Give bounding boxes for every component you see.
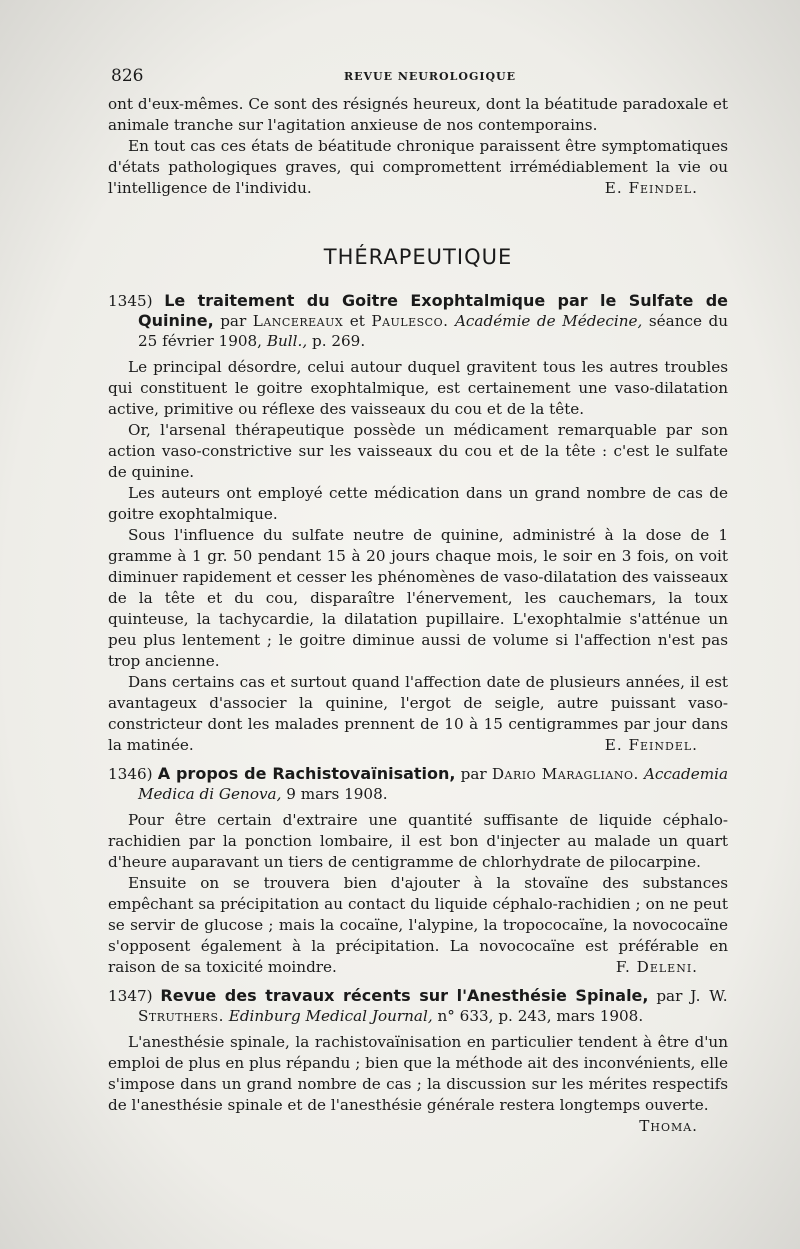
article-1347-paragraph-1: L'anesthésie spinale, la rachistovaïnisation en particulier tendent à être d'un emploi de plus en plus répandu ; bien que la méthode ait des inconvénients, elle s'impose dans un grand nombre de cas ; la discussion sur les mérites respectifs de l'anesthésie spinale et de l'anesthésie générale restera longtemps ouverte. Thoma. (108, 1033, 728, 1135)
article-1345-heading: 1345) Le traitement du Goitre Exophtalmique par le Sulfate de Quinine, par Lancereaux et Paulesco. Académie de Médecine, séance du 25 février 1908, Bull., p. 269. (108, 291, 729, 350)
article-source: Accademia Medica di Genova, (138, 765, 729, 803)
article-1346-heading: 1346) A propos de Rachistovaïnisation, par Dario Maragliano. Accademia Medica di Genova, 9 mars 1908. (108, 764, 729, 803)
article-1345-paragraph-4: Sous l'influence du sulfate neutre de quinine, administré à la dose de 1 gramme à 1 gr. 50 pendant 15 à 20 jours chaque mois, le soir en 3 fois, on voit diminuer rapidement et cesser les phénomènes de vaso-dilatation des vaisseaux de la tête et du cou, disparaître l'énervement, les cauchemars, la toux quinteuse, la tachycardie, la dilatation pupillaire. L'exophtalmie s'atténue un peu plus lentement ; le goitre diminue aussi de volume si l'affection n'est pas trop ancienne. (108, 526, 728, 670)
article-source: Edinburg Medical Journal, (228, 1007, 433, 1025)
author-name: J. W. Struthers. (138, 987, 729, 1025)
article-source: Académie de Médecine, (454, 312, 643, 330)
article-1345-paragraph-5: Dans certains cas et surtout quand l'affection date de plusieurs années, il est avantageux d'associer la quinine, l'ergot de seigle, autre puissant vaso-constricteur dont les malades prennent de 10 à 15 centigrammes par jour dans la matinée. E. Feindel. (108, 673, 728, 754)
intro-paragraph-1: ont d'eux-mêmes. Ce sont des résignés heureux, dont la béatitude paradoxale et animale tranche sur l'agitation anxieuse de nos contemporains. (108, 95, 728, 134)
article-1347-heading: 1347) Revue des travaux récents sur l'Anesthésie Spinale, par J. W. Struthers. Edinburg Medical Journal, n° 633, p. 243, mars 1908. (108, 986, 729, 1025)
article-header-1347 (108, 986, 728, 1026)
article-title: Revue des travaux récents sur l'Anesthésie Spinale, (160, 986, 649, 1005)
article-1345-signature: E. Feindel. (604, 736, 698, 754)
author-name: Lancereaux (252, 312, 344, 330)
article-number: 1345) (108, 292, 153, 310)
journal-title: REVUE NEUROLOGIQUE (344, 70, 517, 83)
article-title: A propos de Rachistovaïnisation, (157, 764, 456, 783)
article-number: 1347) (108, 987, 153, 1005)
article-1346-paragraph-2: Ensuite on se trouvera bien d'ajouter à la stovaïne des substances empêchant sa précipitation au contact du liquide céphalo-rachidien ; on ne peut se servir de glucose ; mais la cocaïne, l'alypine, la tropococaïne, la novococaïne s'opposent également à la précipitation. La novococaïne est préférable en raison de sa toxicité moindre. F. Deleni. (108, 874, 728, 976)
section-title: THÉRAPEUTIQUE (323, 245, 513, 269)
page-content (108, 66, 728, 1137)
page-number: 826 (111, 66, 144, 86)
author-name: Paulesco. (371, 312, 449, 330)
article-1347-signature: Thoma. (639, 1117, 698, 1135)
article-number: 1346) (108, 765, 153, 783)
running-header (108, 66, 728, 94)
article-1345-paragraph-1: Le principal désordre, celui autour duquel gravitent tous les autres troubles qui constituent le goitre exophtalmique, est certainement une vaso-dilatation active, primitive ou réflexe des vaisseaux du cou et de la tête. (108, 358, 728, 418)
article-1346-paragraph-1: Pour être certain d'extraire une quantité suffisante de liquide céphalo-rachidien par la ponction lombaire, il est bon d'injecter au malade un quart d'heure auparavant un tiers de centigramme de chlorhydrate de pilocarpine. (108, 811, 728, 871)
article-1346-signature: F. Deleni. (615, 958, 698, 976)
article-1345-paragraph-2: Or, l'arsenal thérapeutique possède un médicament remarquable par son action vaso-constrictive sur les vaisseaux du cou et de la tête : c'est le sulfate de quinine. (108, 421, 728, 481)
intro-signature: E. Feindel. (604, 179, 698, 197)
intro-paragraph-2: En tout cas ces états de béatitude chronique paraissent être symptomatiques d'états pathologiques graves, qui compromettent irrémédiablement la vie ou l'intelligence de l'individu. E. Feindel. (108, 137, 728, 197)
article-header-1346 (108, 764, 728, 804)
article-title: Le traitement du Goitre Exophtalmique par le Sulfate de Quinine, (138, 291, 729, 330)
author-name: Dario Maragliano. (491, 765, 639, 783)
article-1345-paragraph-3: Les auteurs ont employé cette médication dans un grand nombre de cas de goitre exophtalmique. (108, 484, 728, 523)
article-header-1345 (108, 291, 728, 351)
